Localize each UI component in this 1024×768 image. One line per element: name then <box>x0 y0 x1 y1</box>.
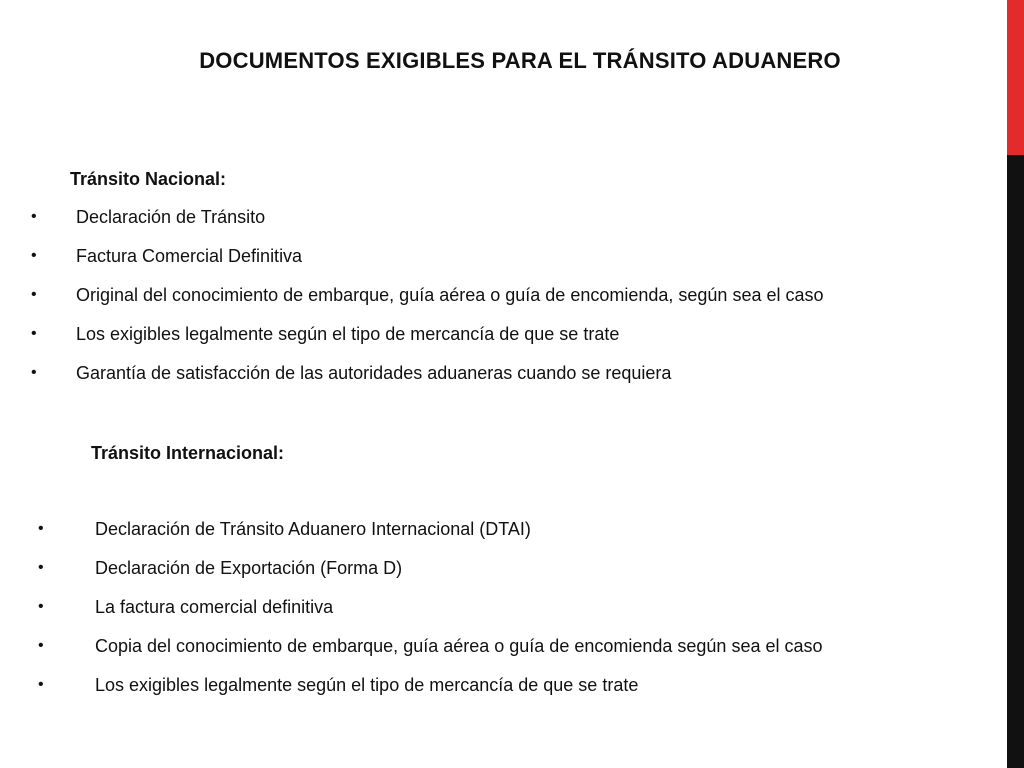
bullet-icon: • <box>38 559 44 576</box>
section-heading-nacional: Tránsito Nacional: <box>70 169 227 189</box>
bullet-icon: • <box>31 286 37 303</box>
bullet-icon: • <box>38 637 44 654</box>
section-heading-internacional: Tránsito Internacional: <box>91 443 285 463</box>
list-item-text: Declaración de Tránsito Aduanero Internacional (DTAI) <box>95 519 531 539</box>
list-item-text: La factura comercial definitiva <box>95 597 334 617</box>
bullet-icon: • <box>31 364 37 381</box>
list-item-text: Los exigibles legalmente según el tipo de mercancía de que se trate <box>76 324 620 344</box>
bullet-icon: • <box>31 208 37 225</box>
bullet-icon: • <box>31 247 37 264</box>
list-item-text: Original del conocimiento de embarque, guía aérea o guía de encomienda, según sea el caso <box>76 285 824 305</box>
list-item-text: Declaración de Tránsito <box>76 207 266 227</box>
bullet-icon: • <box>31 325 37 342</box>
bullet-icon: • <box>38 676 44 693</box>
bullet-icon: • <box>38 598 44 615</box>
list-item-text: Factura Comercial Definitiva <box>76 246 303 266</box>
list-item-text: Copia del conocimiento de embarque, guía aérea o guía de encomienda según sea el caso <box>95 636 823 656</box>
accent-bar-black <box>1007 155 1024 768</box>
list-item-text: Garantía de satisfacción de las autoridades aduaneras cuando se requiera <box>76 363 672 383</box>
accent-bar-red <box>1007 0 1024 155</box>
slide-title: DOCUMENTOS EXIGIBLES PARA EL TRÁNSITO ADUANERO <box>199 48 841 73</box>
bullet-icon: • <box>38 520 44 537</box>
list-item-text: Los exigibles legalmente según el tipo de mercancía de que se trate <box>95 675 639 695</box>
list-item-text: Declaración de Exportación (Forma D) <box>95 558 403 578</box>
